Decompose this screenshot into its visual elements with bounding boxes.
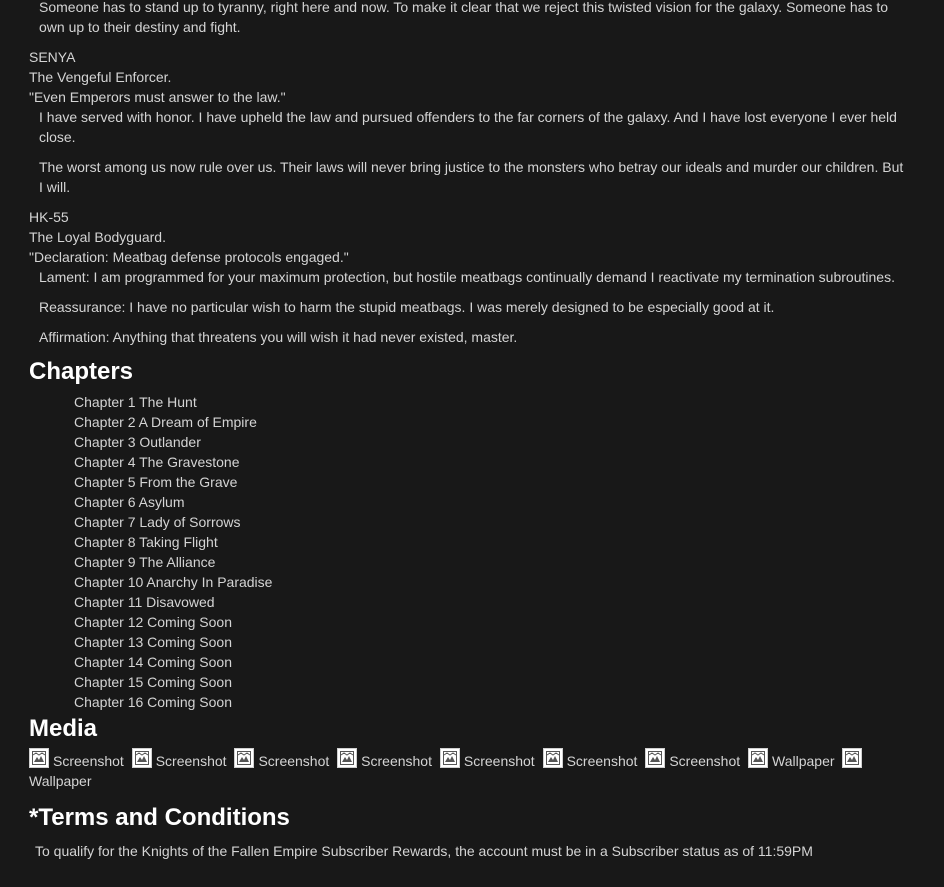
chapter-list <box>74 392 909 712</box>
media-link-screenshot[interactable] <box>234 748 333 771</box>
chapter-item: Chapter 15 Coming Soon <box>74 674 232 690</box>
main-content <box>29 0 909 861</box>
media-label[interactable]: Screenshot <box>566 753 638 769</box>
chapter-item: Chapter 10 Anarchy In Paradise <box>74 574 273 590</box>
character-quotes <box>29 107 909 197</box>
chapter-item: Chapter 6 Asylum <box>74 494 185 510</box>
chapter-item: Chapter 13 Coming Soon <box>74 634 232 650</box>
character-title: The Vengeful Enforcer. <box>29 69 172 85</box>
broken-image-icon <box>748 748 768 768</box>
media-link-screenshot[interactable] <box>29 748 128 771</box>
media-label[interactable]: Screenshot <box>155 753 227 769</box>
character-name: HK-55 <box>29 209 69 225</box>
media-heading: Media <box>29 715 98 742</box>
character-tagline: "Declaration: Meatbag defense protocols engaged." <box>29 249 349 265</box>
media-link-screenshot[interactable] <box>132 748 231 771</box>
media-label[interactable]: Wallpaper <box>772 753 835 769</box>
character-quote: The worst among us now rule over us. Their laws will never bring justice to the monsters who betray our ideals and murder our children. But I will. <box>39 159 904 195</box>
broken-image-icon <box>234 748 254 768</box>
chapter-item: Chapter 9 The Alliance <box>74 554 216 570</box>
chapter-item: Chapter 14 Coming Soon <box>74 654 232 670</box>
media-label[interactable]: Screenshot <box>258 753 330 769</box>
terms-text: To qualify for the Knights of the Fallen Empire Subscriber Rewards, the account must be in a Subscriber status as of 11:59PM <box>35 843 813 859</box>
broken-image-icon <box>440 748 460 768</box>
chapter-item: Chapter 7 Lady of Sorrows <box>74 514 241 530</box>
character-name: SENYA <box>29 49 76 65</box>
character-title: The Loyal Bodyguard. <box>29 229 166 245</box>
chapter-item: Chapter 8 Taking Flight <box>74 534 218 550</box>
character-senya <box>29 47 909 197</box>
character-quote: I have served with honor. I have upheld the law and pursued offenders to the far corners of the galaxy. And I have lost everyone I ever held close. <box>39 109 897 145</box>
broken-image-icon <box>543 748 563 768</box>
media-gallery <box>29 748 909 791</box>
character-quotes <box>29 267 909 347</box>
chapter-item: Chapter 2 A Dream of Empire <box>74 414 257 430</box>
character-hk55 <box>29 207 909 347</box>
chapter-item: Chapter 1 The Hunt <box>74 394 197 410</box>
media-link-screenshot[interactable] <box>645 748 744 771</box>
chapter-item: Chapter 5 From the Grave <box>74 474 238 490</box>
media-label[interactable]: Screenshot <box>53 753 124 769</box>
broken-image-icon <box>645 748 665 768</box>
media-link-screenshot[interactable] <box>337 748 436 771</box>
media-label[interactable]: Wallpaper <box>29 773 92 789</box>
chapter-item: Chapter 4 The Gravestone <box>74 454 240 470</box>
chapter-item: Chapter 16 Coming Soon <box>74 694 232 710</box>
media-link-screenshot[interactable] <box>543 748 642 771</box>
chapter-item: Chapter 3 Outlander <box>74 434 201 450</box>
character-quote: Reassurance: I have no particular wish to harm the stupid meatbags. I was merely designed to be especially good at it. <box>39 299 775 315</box>
chapter-item: Chapter 12 Coming Soon <box>74 614 232 630</box>
chapter-item: Chapter 11 Disavowed <box>74 594 215 610</box>
media-label[interactable]: Screenshot <box>669 753 741 769</box>
broken-image-icon <box>842 748 862 768</box>
broken-image-icon <box>29 748 49 768</box>
media-link-wallpaper[interactable] <box>842 748 866 771</box>
media-label[interactable]: Screenshot <box>463 753 535 769</box>
character-tagline: "Even Emperors must answer to the law." <box>29 89 286 105</box>
terms-heading: *Terms and Conditions <box>29 804 290 831</box>
media-label[interactable]: Screenshot <box>361 753 432 769</box>
broken-image-icon <box>337 748 357 768</box>
media-link-wallpaper[interactable] <box>748 748 839 771</box>
broken-image-icon <box>132 748 152 768</box>
character-quote: Lament: I am programmed for your maximum protection, but hostile meatbags continually demand I reactivate my termination subroutines. <box>39 269 895 285</box>
media-link-screenshot[interactable] <box>440 748 539 771</box>
intro-tail-paragraph: Someone has to stand up to tyranny, right here and now. To make it clear that we reject this twisted vision for the galaxy. Someone has to own up to their destiny and fight. <box>39 0 889 35</box>
character-quote: Affirmation: Anything that threatens you will wish it had never existed, master. <box>39 329 518 345</box>
chapters-heading: Chapters <box>29 358 134 385</box>
